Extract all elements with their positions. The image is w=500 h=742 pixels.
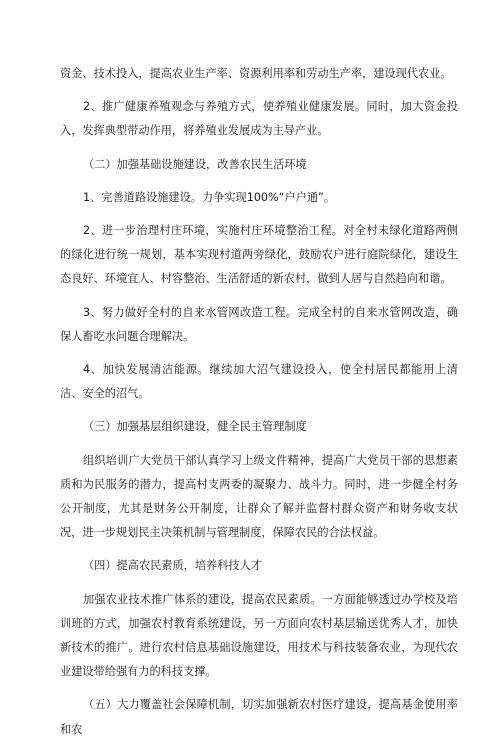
paragraph-tech-extension: 加强农业技术推广体系的建设，提高农民素质。一方面能够透过办学校及培训班的方式，加强农村教育系统建设，另一方面向农村基层输送优秀人才，加快新技术的推广。进行农村信息基础设施建设，用技术与科技装备农业，为现代农业建设带给强有力的科技支撑。	[60, 592, 458, 679]
paragraph-roads: 1、完善道路设施建设。力争实现100%“户户通”。	[82, 190, 336, 204]
paragraph-water-pipes: 3、努力做好全村的自来水管网改造工程。完成全村的自来水管网改造，确保人畜吃水问题合理解决。	[60, 305, 458, 343]
paragraph-village-environment: 2、进一步治理村庄环境，实施村庄环境整治工程。对全村未绿化道路两侧的绿化进行统一规划，基本实现村道两旁绿化，鼓励农户进行庭院绿化，建设生态良好、环境宜人、村容整治、生活舒适的新农村，做到人居与自然趋向和谐。	[60, 224, 458, 286]
paragraph-livestock: 2、推广健康养殖观念与养殖方式，使养殖业健康发展。同时，加大资金投入，发挥典型带动作用，将养殖业发展成为主导产业。	[60, 100, 458, 138]
paragraph-cadre-training: 组织培训广大党员干部认真学习上级文件精神，提高广大党员干部的思想素质和为民服务的潜力，提高村支两委的凝聚力、战斗力。同时，进一步健全村务公开制度，尤其是财务公开制度，让群众了解并监督村群众资产和财务收支状况，进一步规划民主决策机制与管理制度，保障农民的合法权益。	[60, 453, 458, 540]
section-heading-social-security: （五）大力覆盖社会保障机制，切实加强新农村医疗建设，提高基金使用率和农	[60, 698, 458, 736]
section-heading-infrastructure: （二）加强基础设施建设，改善农民生活环境	[82, 157, 307, 171]
paragraph-clean-energy: 4、加快发展清洁能源。继续加大沼气建设投入，使全村居民都能用上清洁、安全的沼气。	[60, 363, 458, 401]
paragraph-continuation: 资金、技术投入，提高农业生产率、资源利用率和劳动生产率，建设现代农业。	[60, 67, 452, 80]
section-heading-farmer-quality: （四）提高农民素质，培养科技人才	[82, 559, 262, 573]
section-heading-grassroots: （三）加强基层组织建设，健全民主管理制度	[82, 420, 307, 434]
